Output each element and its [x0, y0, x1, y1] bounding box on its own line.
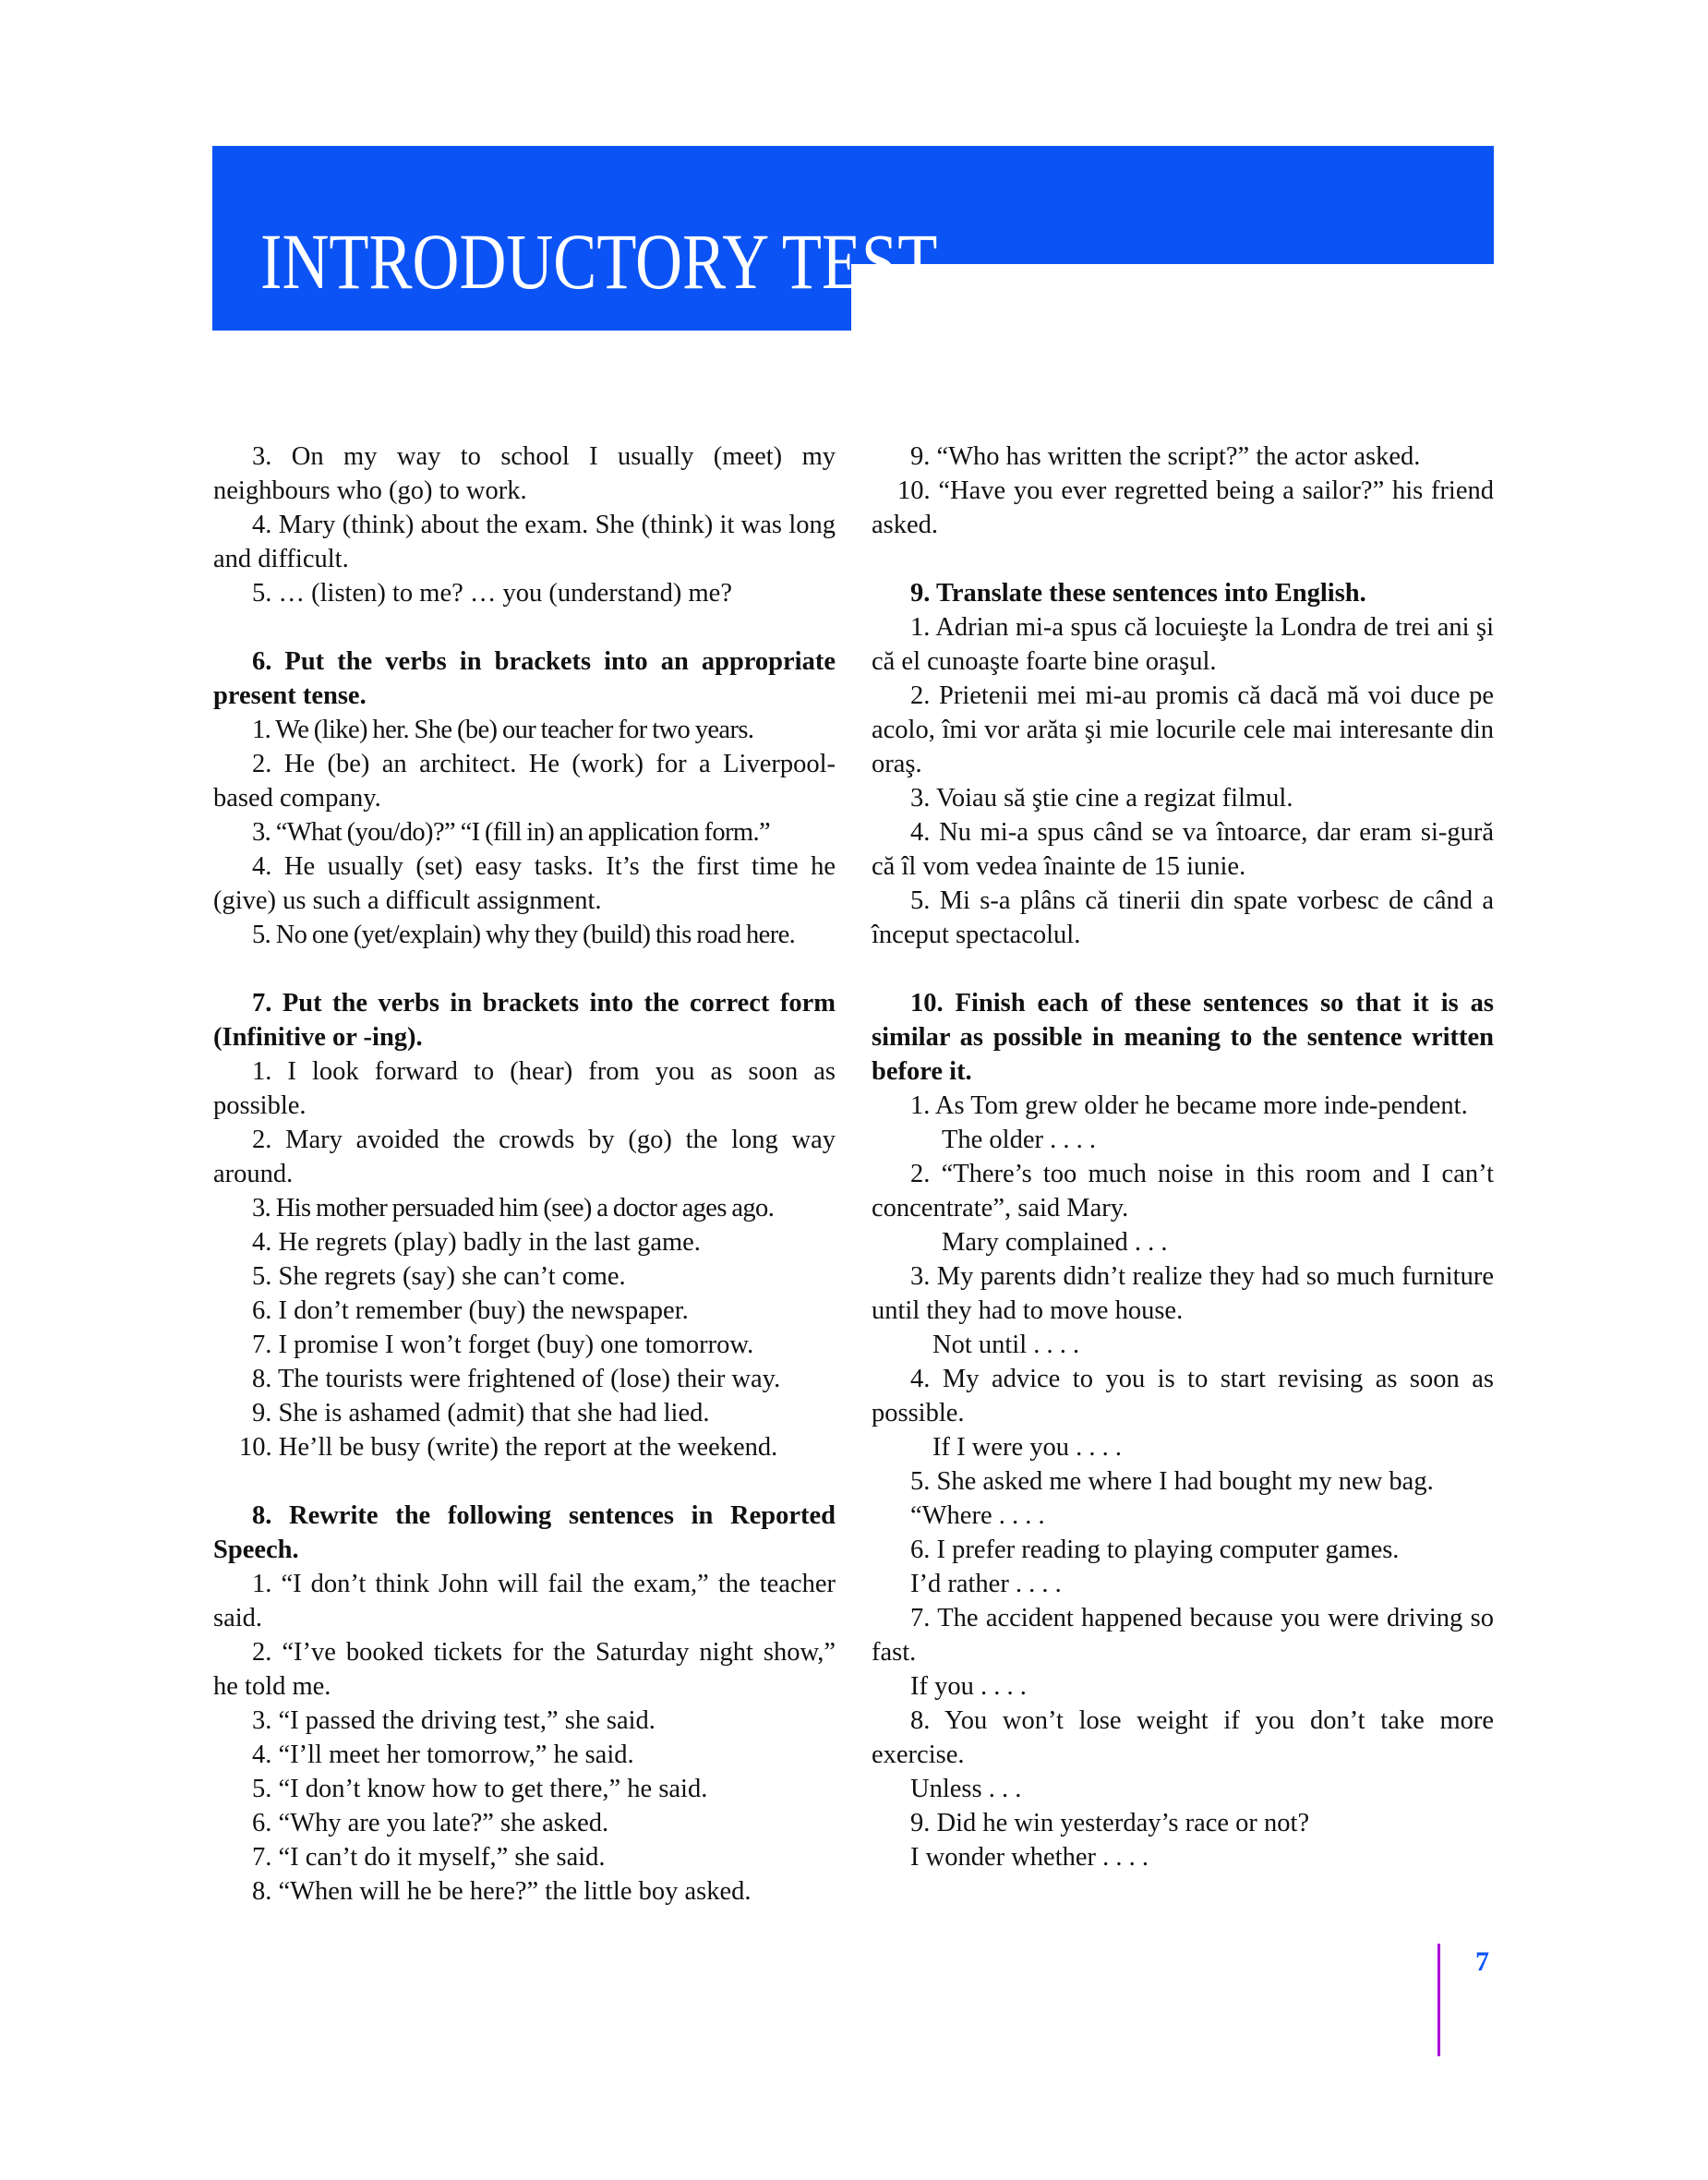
answer-prompt: Mary complained . . . [942, 1228, 1168, 1257]
section-7-heading: 7. Put the verbs in brackets into the correct form (Infinitive or -ing). [213, 989, 836, 1052]
exercise-item: 1. As Tom grew older he became more inde-pendent. [910, 1091, 1468, 1120]
exercise-item: 3. “What (you/do)?” “I (fill in) an application form.” [252, 818, 771, 847]
exercise-item: 4. Mary (think) about the exam. She (think) it was long and difficult. [213, 511, 836, 573]
exercise-item: 3. On my way to school I usually (meet) my neighbours who (go) to work. [213, 442, 836, 505]
exercise-item: 5. “I don’t know how to get there,” he said. [252, 1775, 708, 1803]
exercise-item: 7. The accident happened because you were driving so fast. [872, 1604, 1494, 1667]
section-8-heading: 8. Rewrite the following sentences in Reported Speech. [213, 1501, 836, 1564]
exercise-item: 10. He’ll be busy (write) the report at the weekend. [239, 1433, 778, 1462]
section-9-heading: 9. Translate these sentences into English. [910, 579, 1366, 608]
exercise-item: 9. “Who has written the script?” the actor asked. [910, 442, 1421, 471]
answer-prompt: Not until . . . . [932, 1331, 1080, 1359]
exercise-item: 2. He (be) an architect. He (work) for a Liverpool-based company. [213, 750, 836, 813]
answer-prompt: If I were you . . . . [932, 1433, 1122, 1462]
exercise-item: 4. He usually (set) easy tasks. It’s the first time he (give) us such a difficult assignment. [213, 852, 836, 915]
exercise-item: 2. Mary avoided the crowds by (go) the long way around. [213, 1126, 836, 1188]
exercise-item: 3. “I passed the driving test,” she said. [252, 1706, 656, 1735]
exercise-item: 4. My advice to you is to start revising as soon as possible. [872, 1365, 1494, 1427]
exercise-item: 5. She asked me where I had bought my new bag. [910, 1467, 1434, 1496]
exercise-item: 7. I promise I won’t forget (buy) one tomorrow. [252, 1331, 754, 1359]
exercise-item: 6. “Why are you late?” she asked. [252, 1809, 609, 1837]
exercise-item: 1. I look forward to (hear) from you as soon as possible. [213, 1057, 836, 1120]
section-10-heading: 10. Finish each of these sentences so that it is as similar as possible in meaning to the sentence written before it. [872, 989, 1494, 1086]
exercise-item: 9. She is ashamed (admit) that she had lied. [252, 1399, 710, 1427]
answer-prompt: I’d rather . . . . [910, 1570, 1062, 1598]
exercise-item: 8. You won’t lose weight if you don’t take more exercise. [872, 1706, 1494, 1769]
answer-prompt: Unless . . . [910, 1775, 1022, 1803]
exercise-item: 2. “I’ve booked tickets for the Saturday night show,” he told me. [213, 1638, 836, 1701]
exercise-item: 2. “There’s too much noise in this room and I can’t concentrate”, said Mary. [872, 1160, 1494, 1222]
exercise-item: 9. Did he win yesterday’s race or not? [910, 1809, 1310, 1837]
exercise-item: 2. Prietenii mei mi-au promis că dacă mă voi duce pe acolo, îmi vor arăta şi mie locurile cele mai interesante din oraş. [872, 681, 1494, 778]
exercise-item: 5. Mi s-a plâns că tinerii din spate vorbesc de când a început spectacolul. [872, 886, 1494, 949]
exercise-item: 1. We (like) her. She (be) our teacher for two years. [252, 716, 754, 744]
exercise-item: 3. Voiau să ştie cine a regizat filmul. [910, 784, 1293, 813]
exercise-item: 5. … (listen) to me? … you (understand) me? [252, 579, 732, 608]
answer-prompt: “Where . . . . [910, 1501, 1045, 1530]
exercise-item: 4. Nu mi-a spus când se va întoarce, dar eram si-gură că îl vom vedea înainte de 15 iunie. [872, 818, 1494, 881]
left-column [213, 440, 836, 1909]
exercise-item: 4. “I’ll meet her tomorrow,” he said. [252, 1740, 634, 1769]
answer-prompt: If you . . . . [910, 1672, 1027, 1701]
exercise-item: 10. “Have you ever regretted being a sailor?” his friend asked. [872, 476, 1494, 539]
exercise-item: 1. “I don’t think John will fail the exam,” the teacher said. [213, 1570, 836, 1632]
page-title: INTRODUCTORY TEST [260, 217, 938, 306]
exercise-item: 5. No one (yet/explain) why they (build) this road here. [252, 921, 796, 949]
section-6-heading: 6. Put the verbs in brackets into an appropriate present tense. [213, 647, 836, 710]
exercise-item: 6. I don’t remember (buy) the newspaper. [252, 1296, 689, 1325]
page-number: 7 [1475, 1946, 1489, 1977]
exercise-item: 3. His mother persuaded him (see) a doctor ages ago. [252, 1194, 775, 1222]
right-column [872, 440, 1494, 1874]
exercise-item: 6. I prefer reading to playing computer games. [910, 1536, 1400, 1564]
answer-prompt: I wonder whether . . . . [910, 1843, 1149, 1872]
exercise-item: 8. The tourists were frightened of (lose) their way. [252, 1365, 781, 1393]
exercise-item: 1. Adrian mi-a spus că locuieşte la Londra de trei ani şi că el cunoaşte foarte bine oraşul. [872, 613, 1494, 676]
answer-prompt: The older . . . . [942, 1126, 1096, 1154]
exercise-item: 4. He regrets (play) badly in the last game. [252, 1228, 701, 1257]
exercise-item: 8. “When will he be here?” the little boy asked. [252, 1877, 752, 1906]
exercise-item: 3. My parents didn’t realize they had so much furniture until they had to move house. [872, 1262, 1494, 1325]
page-number-rule [1437, 1944, 1440, 2056]
exercise-item: 5. She regrets (say) she can’t come. [252, 1262, 626, 1291]
exercise-item: 7. “I can’t do it myself,” she said. [252, 1843, 606, 1872]
